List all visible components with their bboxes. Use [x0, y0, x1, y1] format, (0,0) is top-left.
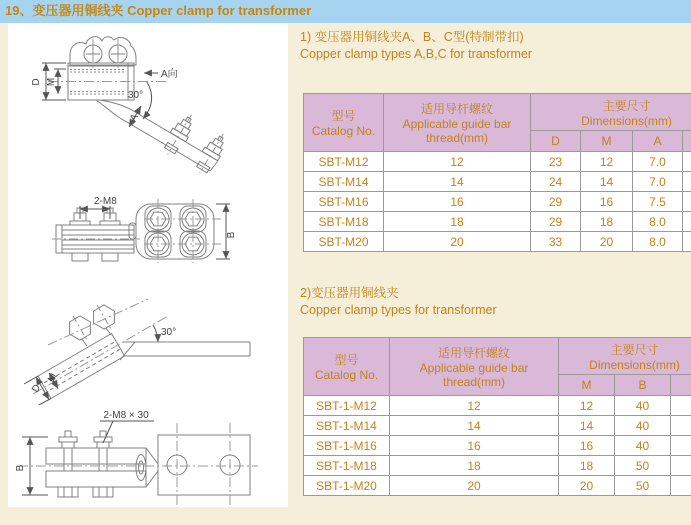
dim-label-m: M [46, 77, 57, 87]
cell-m: 14 [559, 416, 615, 436]
cell-thread: 20 [384, 232, 531, 252]
col-header-dimensions: 主要尺寸 Dimensions(mm) [531, 94, 691, 131]
cell-a: 7.0 [633, 152, 683, 172]
dim-label-d: D [31, 78, 42, 86]
cell-model: SBT-1-M18 [304, 456, 390, 476]
cell-a: 8.0 [633, 212, 683, 232]
cell-thread: 16 [384, 192, 531, 212]
cell-stub [683, 152, 691, 172]
bolt-spec-label: 2-M8 × 30 [103, 410, 149, 421]
cell-stub [671, 476, 691, 496]
cell-model: SBT-M16 [304, 192, 384, 212]
dim-label-a: A [128, 112, 141, 124]
table-row [304, 436, 691, 456]
table-row [304, 456, 691, 476]
table-row [304, 152, 691, 172]
cell-model: SBT-1-M14 [304, 416, 390, 436]
angle-label: 30° [128, 90, 144, 101]
spec-table-1-wrapper [303, 93, 691, 252]
cell-stub [683, 192, 691, 212]
cell-m: 16 [559, 436, 615, 456]
cell-b: 50 [615, 456, 671, 476]
table-row [304, 172, 691, 192]
cell-thread: 12 [390, 396, 559, 416]
page-title: 19、变压器用铜线夹 Copper clamp for transformer [5, 3, 312, 18]
cell-m: 18 [581, 212, 633, 232]
col-header-stub [683, 131, 691, 152]
cell-m: 12 [581, 152, 633, 172]
dim-label-b: B [15, 464, 26, 472]
cell-m: 16 [581, 192, 633, 212]
cell-thread: 16 [390, 436, 559, 456]
col-header-dim-m: M [581, 131, 633, 152]
cell-a: 7.0 [633, 172, 683, 192]
section-1-title-en: Copper clamp types A,B,C for transformer [300, 47, 533, 61]
page-title-bar [0, 0, 691, 23]
table-row [304, 476, 691, 496]
bolt-spec-label: 2-M8 [94, 196, 117, 207]
cell-d: 24 [531, 172, 581, 192]
cell-stub [671, 396, 691, 416]
angle-label: 30° [161, 327, 177, 338]
cell-b: 40 [615, 436, 671, 456]
table-row [304, 396, 691, 416]
cell-model: SBT-1-M12 [304, 396, 390, 416]
cell-model: SBT-M20 [304, 232, 384, 252]
drawings-panel [8, 23, 288, 507]
cell-m: 20 [559, 476, 615, 496]
cell-m: 18 [559, 456, 615, 476]
col-header-model: 型号 Catalog No. [304, 338, 390, 396]
cell-d: 23 [531, 152, 581, 172]
cell-b: 50 [615, 476, 671, 496]
cell-thread: 12 [384, 152, 531, 172]
section-2-title-en: Copper clamp types for transformer [300, 303, 497, 317]
section-1-heading [300, 29, 532, 63]
spec-table-2-wrapper [303, 337, 691, 496]
cell-b: 40 [615, 396, 671, 416]
col-header-dim-m: M [559, 375, 615, 396]
cell-thread: 14 [384, 172, 531, 192]
cell-thread: 18 [390, 456, 559, 476]
col-header-dim-d: D [531, 131, 581, 152]
table-row [304, 192, 691, 212]
col-header-dimensions: 主要尺寸 Dimensions(mm) [559, 338, 691, 375]
cell-a: 8.0 [633, 232, 683, 252]
col-header-dim-b: B [615, 375, 671, 396]
cell-model: SBT-1-M20 [304, 476, 390, 496]
dim-label-d: D [30, 382, 44, 395]
cell-thread: 14 [390, 416, 559, 436]
drawing-clamp-bar-view [8, 407, 288, 507]
cell-model: SBT-1-M16 [304, 436, 390, 456]
drawing-clamp-side-view [8, 23, 288, 193]
spec-table-2 [303, 337, 691, 496]
cell-d: 29 [531, 192, 581, 212]
section-1-title-cn: 1) 变压器用铜线夹A、B、C型(特制带扣) [300, 30, 524, 44]
table-row [304, 416, 691, 436]
dim-label-m: M [46, 371, 60, 385]
table-row [304, 212, 691, 232]
dim-label-b: B [226, 231, 237, 239]
cell-a: 7.5 [633, 192, 683, 212]
cell-b: 40 [615, 416, 671, 436]
cell-stub [671, 436, 691, 456]
cell-stub [683, 172, 691, 192]
drawing-clamp-tilted-view [8, 293, 288, 405]
cell-m: 20 [581, 232, 633, 252]
section-2-title-cn: 2)变压器用铜线夹 [300, 286, 399, 300]
spec-table-1 [303, 93, 691, 252]
cell-m: 14 [581, 172, 633, 192]
cell-d: 33 [531, 232, 581, 252]
cell-d: 29 [531, 212, 581, 232]
view-direction-label: A向 [161, 69, 178, 80]
drawing-clamp-front-view [8, 193, 288, 271]
cell-model: SBT-M12 [304, 152, 384, 172]
cell-stub [683, 232, 691, 252]
cell-thread: 20 [390, 476, 559, 496]
cell-m: 12 [559, 396, 615, 416]
cell-model: SBT-M14 [304, 172, 384, 192]
cell-stub [683, 212, 691, 232]
cell-thread: 18 [384, 212, 531, 232]
col-header-stub [671, 375, 691, 396]
cell-stub [671, 416, 691, 436]
col-header-dim-a: A [633, 131, 683, 152]
col-header-thread: 适用导杆螺纹 Applicable guide bar thread(mm) [390, 338, 559, 396]
cell-model: SBT-M18 [304, 212, 384, 232]
col-header-thread: 适用导杆螺纹 Applicable guide bar thread(mm) [384, 94, 531, 152]
section-2-heading [300, 285, 497, 319]
cell-stub [671, 456, 691, 476]
col-header-model: 型号 Catalog No. [304, 94, 384, 152]
table-row [304, 232, 691, 252]
